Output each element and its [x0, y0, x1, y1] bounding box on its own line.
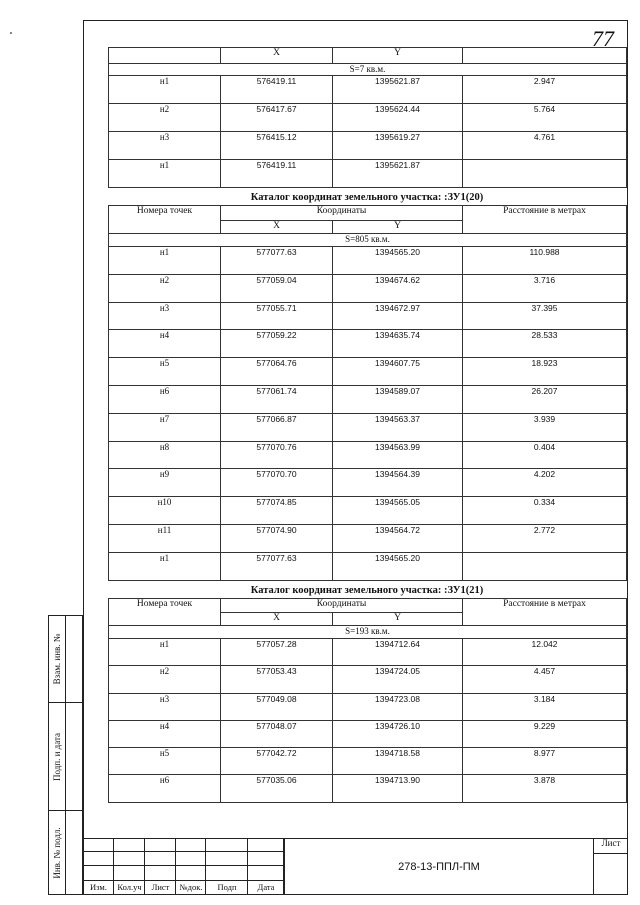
point-number: н5	[109, 358, 221, 386]
coord-y: 1395619.27	[333, 132, 463, 160]
table-row	[109, 639, 627, 666]
title-block-cell	[206, 866, 248, 881]
distance: 3.184	[463, 693, 627, 720]
col-coords-header: Координаты	[221, 206, 463, 221]
title-block-cell	[176, 852, 206, 866]
coord-x: 576419.11	[221, 76, 333, 104]
point-number: н1	[109, 552, 221, 580]
coord-x: 576415.12	[221, 132, 333, 160]
point-number: н2	[109, 104, 221, 132]
distance: 110.988	[463, 247, 627, 275]
coord-x: 577074.90	[221, 524, 333, 552]
title-block-cell	[114, 838, 145, 852]
title-block-cell	[83, 852, 114, 866]
coord-y: 1395621.87	[333, 160, 463, 188]
col-points-header: Номера точек	[109, 206, 221, 234]
coord-y: 1394635.74	[333, 330, 463, 358]
title-block-cell	[145, 866, 176, 881]
point-number: н8	[109, 441, 221, 469]
title-block-cell	[176, 866, 206, 881]
table-row	[109, 358, 627, 386]
title-block-cell	[206, 852, 248, 866]
title-block-cell	[248, 852, 284, 866]
coord-y: 1394713.90	[333, 775, 463, 802]
coord-y: 1394564.39	[333, 469, 463, 497]
point-number: н3	[109, 302, 221, 330]
title-block-cell	[83, 866, 114, 881]
stamp-inv-label: Инв. № подл.	[52, 826, 62, 879]
empty-header-cell	[109, 48, 221, 64]
coord-x: 577066.87	[221, 413, 333, 441]
point-number: н1	[109, 247, 221, 275]
point-number: н3	[109, 132, 221, 160]
coord-y: 1394712.64	[333, 639, 463, 666]
coord-x: 577049.08	[221, 693, 333, 720]
point-number: н1	[109, 160, 221, 188]
table-row	[109, 76, 627, 104]
coord-x: 576417.67	[221, 104, 333, 132]
title-block-label: №док.	[179, 882, 203, 892]
table-row	[109, 666, 627, 693]
point-number: н6	[109, 775, 221, 802]
point-number: н1	[109, 639, 221, 666]
title-block-cell	[248, 866, 284, 881]
col-dist-header: Расстояние в метрах	[463, 206, 627, 234]
point-number: н1	[109, 76, 221, 104]
area-label: S=7 кв.м.	[109, 64, 627, 76]
col-x-header: X	[221, 613, 333, 626]
table-row	[109, 247, 627, 275]
table-row	[109, 552, 627, 580]
distance: 4.457	[463, 666, 627, 693]
coord-y: 1394672.97	[333, 302, 463, 330]
point-number: н9	[109, 469, 221, 497]
stamp-inv-cell	[48, 810, 66, 895]
point-number: н2	[109, 666, 221, 693]
coord-y: 1394565.05	[333, 497, 463, 525]
coord-y: 1394565.20	[333, 247, 463, 275]
title-block-label: Изм.	[90, 882, 107, 892]
table-row	[109, 524, 627, 552]
distance: 12.042	[463, 639, 627, 666]
coord-y: 1394674.62	[333, 274, 463, 302]
sheet-label: Лист	[594, 838, 628, 854]
table-row	[109, 104, 627, 132]
table-row	[109, 160, 627, 188]
table-row	[109, 748, 627, 775]
coord-x: 577035.06	[221, 775, 333, 802]
table-row	[109, 385, 627, 413]
stamp-blank-cell	[66, 615, 83, 703]
col-y-header: Y	[333, 221, 463, 234]
title-block-cell	[145, 838, 176, 852]
table-row	[109, 330, 627, 358]
coord-x: 577077.63	[221, 247, 333, 275]
table-row	[109, 413, 627, 441]
coord-y: 1395621.87	[333, 76, 463, 104]
empty-header-cell	[463, 48, 627, 64]
coordinate-table-zu1-21	[108, 598, 627, 803]
col-y-header: Y	[333, 613, 463, 626]
coord-y: 1394564.72	[333, 524, 463, 552]
coord-x: 577077.63	[221, 552, 333, 580]
coord-y: 1394726.10	[333, 720, 463, 747]
distance: 0.334	[463, 497, 627, 525]
title-block-cell	[145, 852, 176, 866]
point-number: н3	[109, 693, 221, 720]
coord-x: 577070.76	[221, 441, 333, 469]
point-number: н4	[109, 330, 221, 358]
side-stamp-blank	[66, 615, 83, 895]
distance: 3.939	[463, 413, 627, 441]
stamp-podp-cell	[48, 702, 66, 811]
point-number: н11	[109, 524, 221, 552]
title-block-cell	[176, 838, 206, 852]
coord-x: 577057.28	[221, 639, 333, 666]
title-block-cell	[248, 838, 284, 852]
coord-y: 1395624.44	[333, 104, 463, 132]
coord-x: 577070.70	[221, 469, 333, 497]
table-row	[109, 775, 627, 802]
coord-x: 577074.85	[221, 497, 333, 525]
coord-x: 577053.43	[221, 666, 333, 693]
distance: 0.404	[463, 441, 627, 469]
coord-x: 577061.74	[221, 385, 333, 413]
distance: 4.202	[463, 469, 627, 497]
table-row	[109, 497, 627, 525]
stamp-blank-cell	[66, 702, 83, 811]
title-block-label: Подп	[217, 882, 237, 892]
coord-y: 1394607.75	[333, 358, 463, 386]
coord-y: 1394718.58	[333, 748, 463, 775]
title-block-label: Кол.уч	[117, 882, 142, 892]
distance: 3.878	[463, 775, 627, 802]
coord-x: 577042.72	[221, 748, 333, 775]
title-block-cell	[83, 838, 114, 852]
coord-y: 1394563.99	[333, 441, 463, 469]
coord-x: 577059.22	[221, 330, 333, 358]
col-points-header: Номера точек	[109, 599, 221, 626]
coord-y: 1394724.05	[333, 666, 463, 693]
distance: 26.207	[463, 385, 627, 413]
coord-y: 1394723.08	[333, 693, 463, 720]
coordinate-table-zu1-20	[108, 205, 627, 581]
title-block-cell	[114, 852, 145, 866]
title-block-label: Лист	[151, 882, 170, 892]
table-row	[109, 693, 627, 720]
point-number: н5	[109, 748, 221, 775]
coord-x: 577059.04	[221, 274, 333, 302]
area-label: S=193 кв.м.	[109, 626, 627, 639]
stamp-podp-label: Подп. и дата	[52, 732, 62, 781]
coord-y: 1394565.20	[333, 552, 463, 580]
distance: 18.923	[463, 358, 627, 386]
table-row	[109, 274, 627, 302]
distance: 5.764	[463, 104, 627, 132]
stamp-vzam-cell	[48, 615, 66, 703]
coord-x: 577055.71	[221, 302, 333, 330]
title-block	[83, 838, 628, 895]
title-block-label: Дата	[257, 882, 275, 892]
col-y-header: Y	[333, 48, 463, 64]
table-row	[109, 720, 627, 747]
point-number: н10	[109, 497, 221, 525]
distance	[463, 552, 627, 580]
point-number: н4	[109, 720, 221, 747]
point-number: н6	[109, 385, 221, 413]
table-row	[109, 441, 627, 469]
col-dist-header: Расстояние в метрах	[463, 599, 627, 626]
table-row	[109, 132, 627, 160]
distance: 9.229	[463, 720, 627, 747]
distance: 28.533	[463, 330, 627, 358]
side-stamp	[48, 615, 66, 895]
page-number: 77	[592, 26, 614, 51]
distance: 4.761	[463, 132, 627, 160]
table-row	[109, 302, 627, 330]
point-number: н2	[109, 274, 221, 302]
coord-x: 576419.11	[221, 160, 333, 188]
document-code: 278-13-ППЛ-ПМ	[284, 838, 594, 895]
stamp-blank-cell	[66, 810, 83, 895]
area-label: S=805 кв.м.	[109, 234, 627, 247]
coord-x: 577048.07	[221, 720, 333, 747]
title-block-cell	[206, 838, 248, 852]
col-coords-header: Координаты	[221, 599, 463, 613]
table-row	[109, 469, 627, 497]
scan-speck	[10, 32, 12, 34]
distance: 3.716	[463, 274, 627, 302]
distance: 8.977	[463, 748, 627, 775]
distance: 2.947	[463, 76, 627, 104]
coord-x: 577064.76	[221, 358, 333, 386]
catalog-title: Каталог координат земельного участка: :ЗУ1(21)	[250, 585, 484, 596]
coord-y: 1394589.07	[333, 385, 463, 413]
stamp-vzam-label: Взам. инв. №	[52, 633, 62, 685]
distance: 37.395	[463, 302, 627, 330]
title-block-grid	[83, 838, 284, 895]
catalog-title: Каталог координат земельного участка: :ЗУ1(20)	[250, 192, 484, 203]
coord-y: 1394563.37	[333, 413, 463, 441]
distance	[463, 160, 627, 188]
col-x-header: X	[221, 221, 333, 234]
point-number: н7	[109, 413, 221, 441]
col-x-header: X	[221, 48, 333, 64]
coordinate-table-continued	[108, 47, 627, 188]
distance: 2.772	[463, 524, 627, 552]
title-block-cell	[114, 866, 145, 881]
